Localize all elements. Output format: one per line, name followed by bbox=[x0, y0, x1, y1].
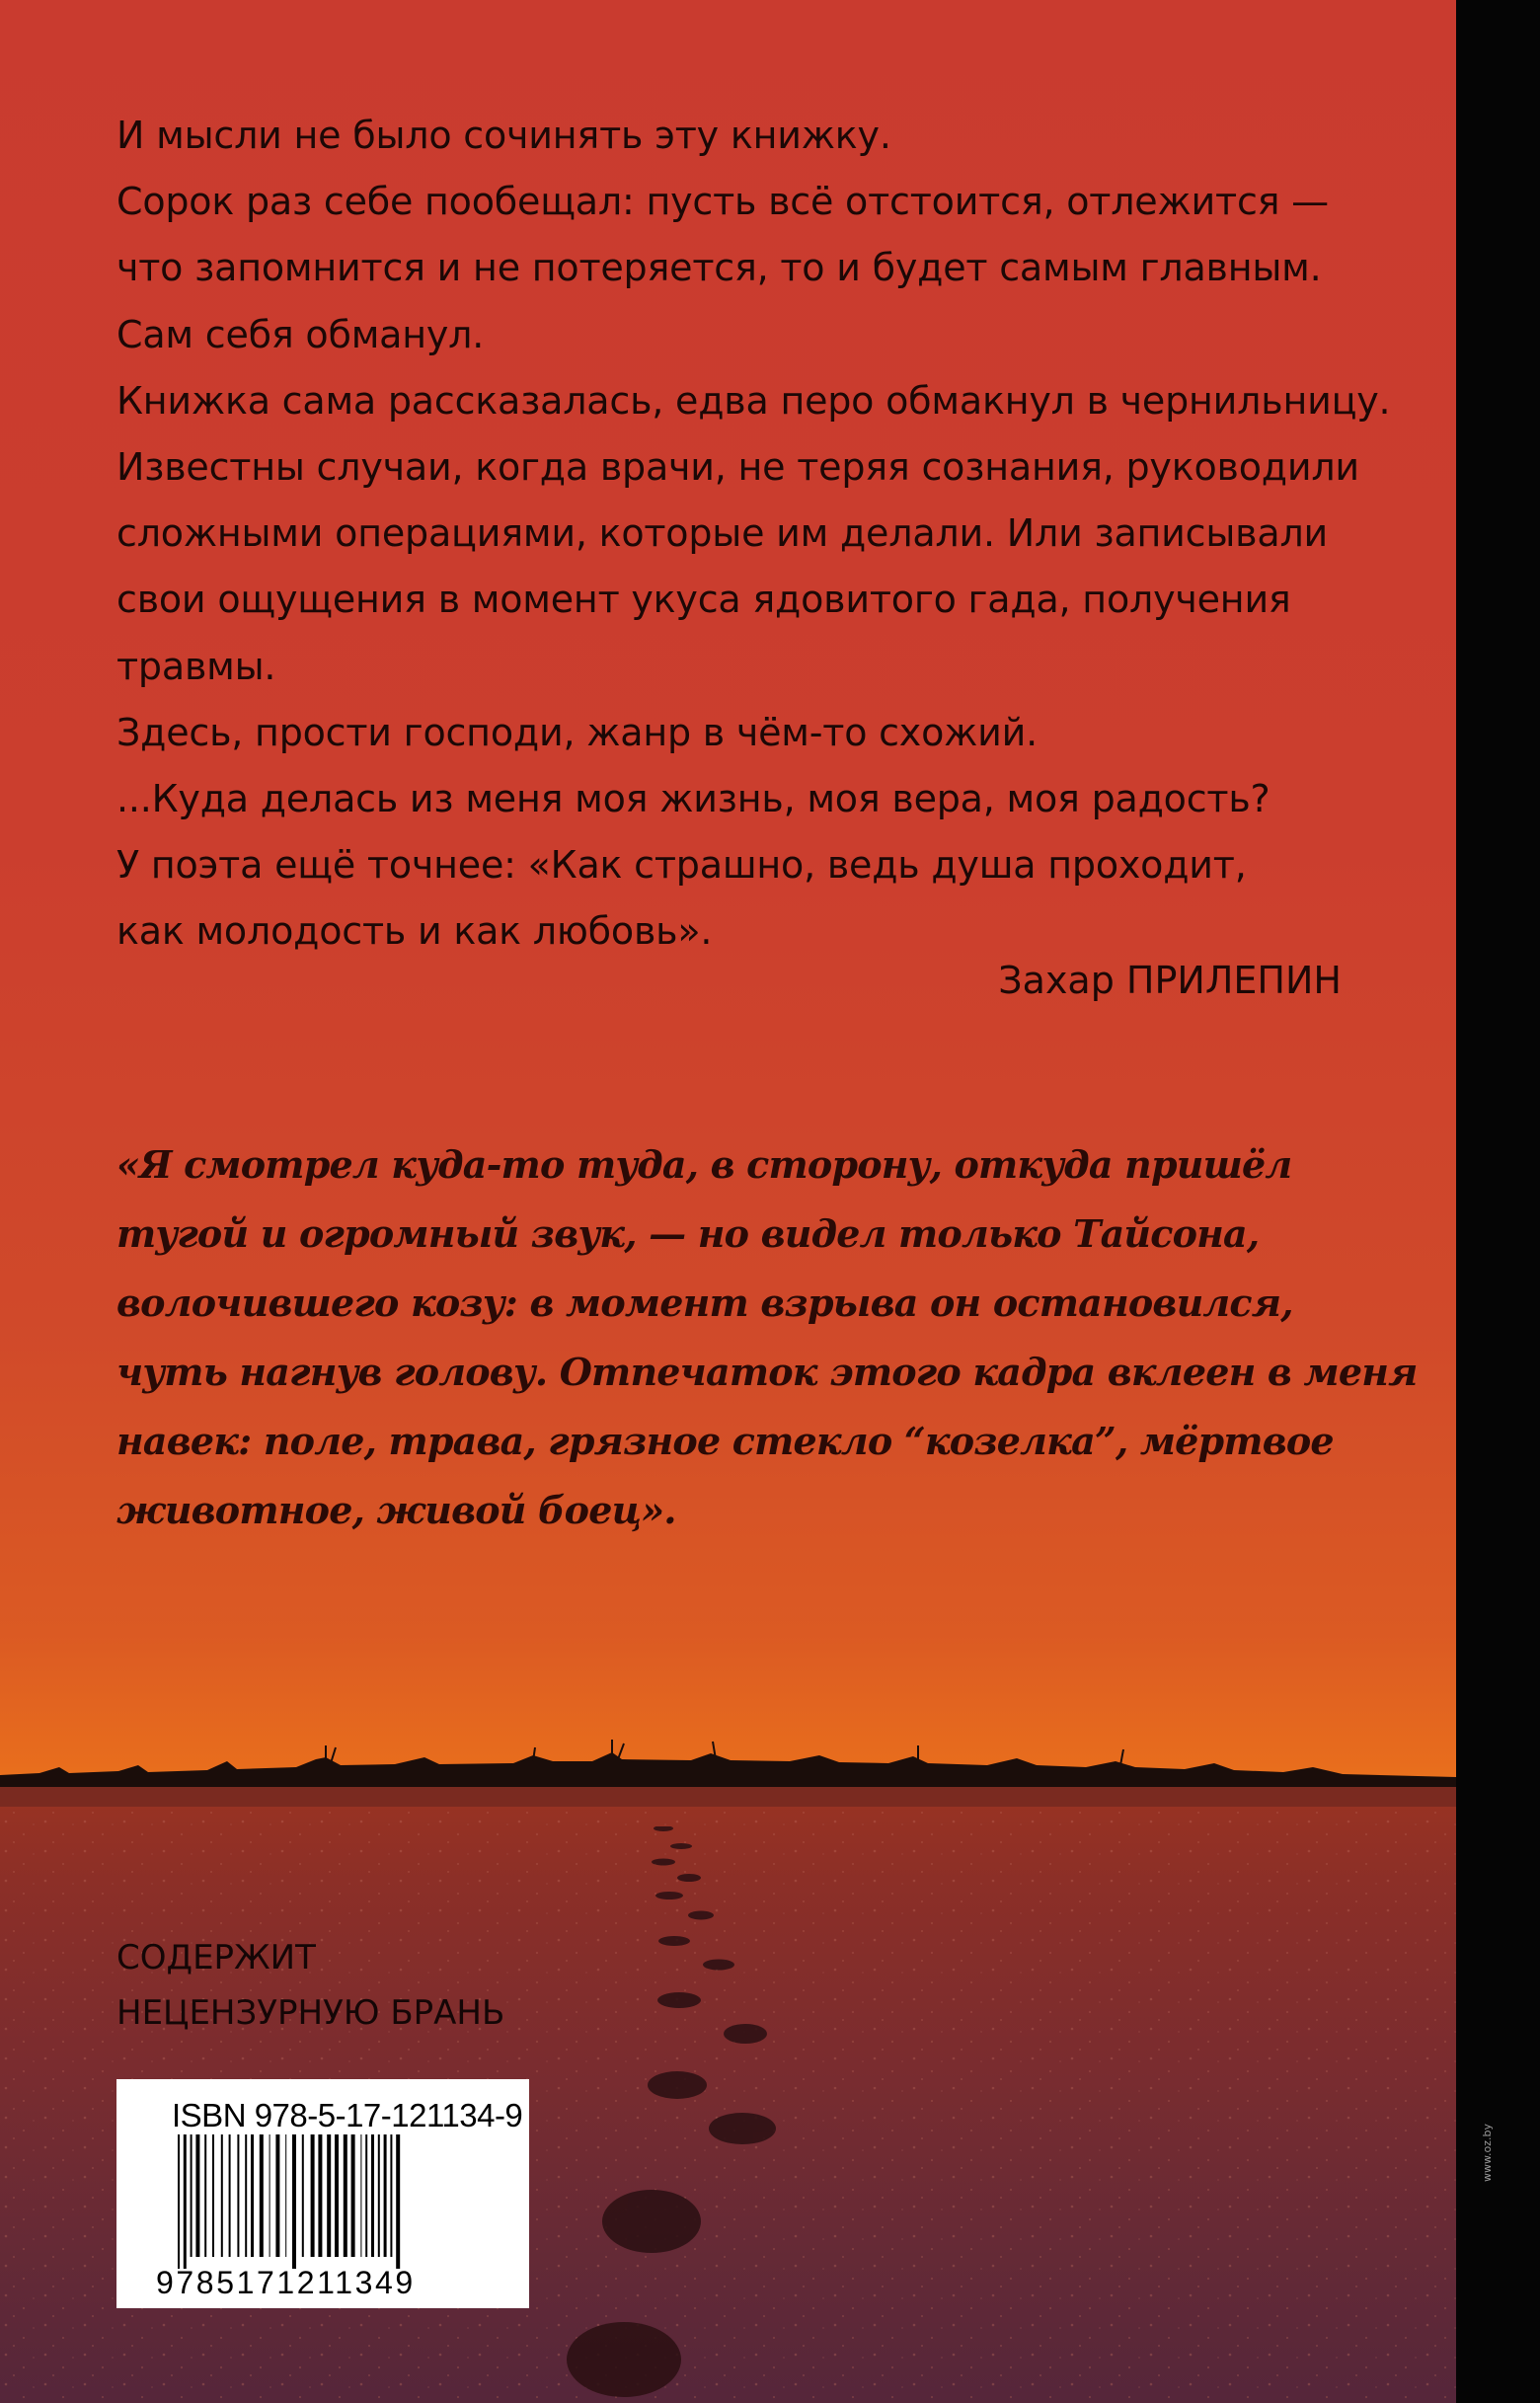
warning-line-2: НЕЦЕНЗУРНУЮ БРАНЬ bbox=[116, 1993, 505, 2033]
blurb-line: свои ощущения в момент укуса ядовитого гада, получения bbox=[116, 578, 1291, 622]
blurb-line: И мысли не было сочинять эту книжку. bbox=[116, 114, 891, 157]
quote-line: тугой и огромный звук, — но видел только Тайсона, bbox=[116, 1211, 1260, 1256]
blurb-line: Сам себя обманул. bbox=[116, 312, 485, 356]
blurb-line: Книжка сама рассказалась, едва перо обмакнул в чернильницу. bbox=[116, 378, 1391, 423]
blurb-line: Сорок раз себе пообещал: пусть всё отстоится, отлежится — bbox=[116, 180, 1329, 224]
retailer-watermark: www.oz.by bbox=[1481, 2124, 1494, 2182]
blurb-line: что запомнится и не потеряется, то и будет самым главным. bbox=[116, 246, 1322, 290]
isbn-barcode-box bbox=[116, 2079, 529, 2308]
book-excerpt-quote bbox=[116, 1130, 1418, 1545]
blurb-line: сложными операциями, которые им делали. Или записывали bbox=[116, 511, 1329, 556]
content-warning bbox=[116, 1930, 504, 2041]
blurb-line: ...Куда делась из меня моя жизнь, моя вера, моя радость? bbox=[116, 777, 1270, 821]
blurb-line: травмы. bbox=[116, 644, 276, 688]
cover-edge-strip bbox=[1456, 0, 1540, 2403]
blurb-line: Известны случаи, когда врачи, не теряя сознания, руководили bbox=[116, 445, 1359, 490]
quote-line: животное, живой боец». bbox=[116, 1488, 676, 1532]
quote-line: навек: поле, трава, грязное стекло “козелка”, мёртвое bbox=[116, 1419, 1334, 1463]
isbn-label: ISBN 978-5-17-121134-9 bbox=[172, 2097, 523, 2133]
treeline-horizon bbox=[0, 1718, 1456, 1807]
author-signature: Захар ПРИЛЕПИН bbox=[998, 959, 1342, 1002]
quote-line: «Я смотрел куда-то туда, в сторону, откуда пришёл bbox=[116, 1142, 1292, 1187]
barcode-bars bbox=[178, 2134, 474, 2269]
barcode-digits: 9785171211349 bbox=[156, 2265, 416, 2300]
footprints-illustration bbox=[553, 1826, 809, 2403]
warning-line-1: СОДЕРЖИТ bbox=[116, 1938, 316, 1977]
blurb-line: Здесь, прости господи, жанр в чём-то схожий. bbox=[116, 710, 1039, 754]
blurb-text bbox=[116, 103, 1390, 966]
quote-line: волочившего козу: в момент взрыва он остановился, bbox=[116, 1280, 1293, 1325]
blurb-line: У поэта ещё точнее: «Как страшно, ведь душа проходит, bbox=[116, 843, 1247, 888]
quote-line: чуть нагнув голову. Отпечаток этого кадра вклеен в меня bbox=[116, 1350, 1418, 1394]
blurb-line: как молодость и как любовь». bbox=[116, 909, 713, 954]
